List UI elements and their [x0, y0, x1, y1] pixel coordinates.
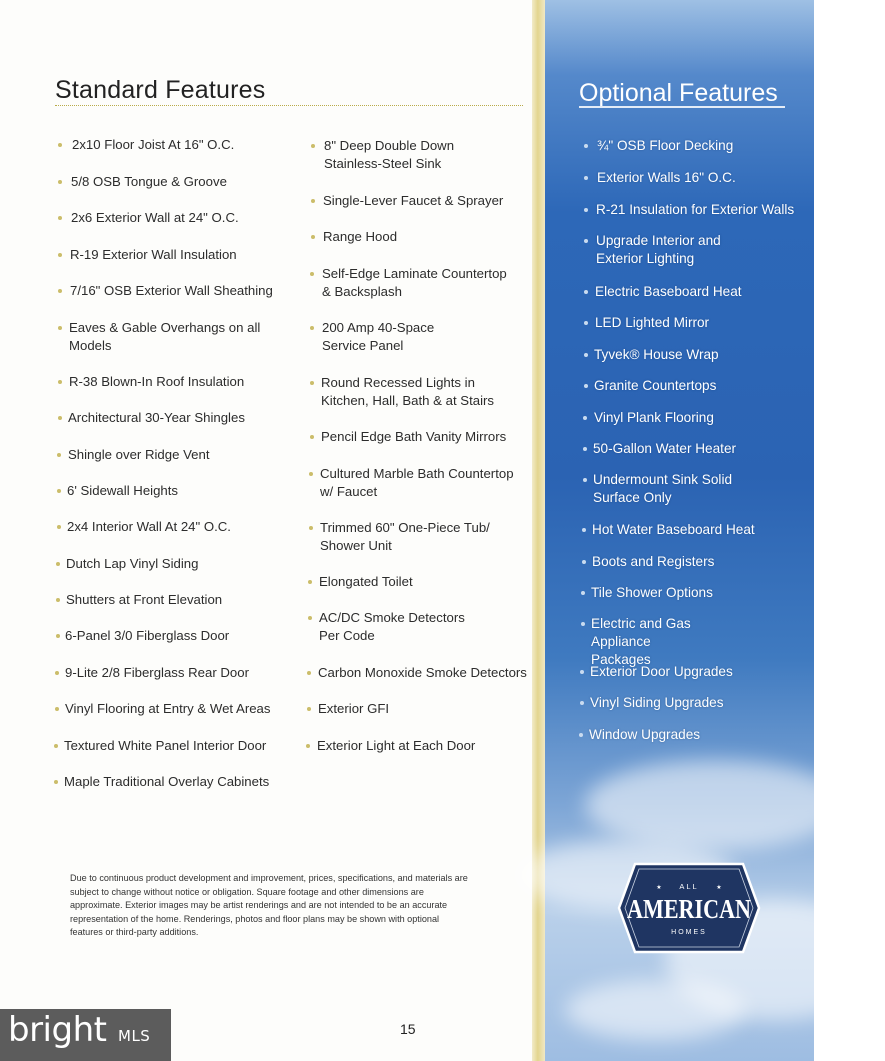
- list-item: Exterior GFI: [310, 700, 389, 718]
- bullet-icon: [579, 733, 583, 737]
- list-item: LED Lighted Mirror: [584, 314, 709, 332]
- bullet-icon: [310, 272, 314, 276]
- bullet-icon: [54, 744, 58, 748]
- bullet-icon: [308, 580, 312, 584]
- list-item: Exterior Walls 16" O.C.: [584, 169, 736, 187]
- list-item: Tyvek® House Wrap: [584, 346, 719, 364]
- bullet-icon: [584, 144, 588, 148]
- bullet-icon: [581, 622, 585, 626]
- list-item: Range Hood: [310, 228, 397, 246]
- list-item: Vinyl Siding Upgrades: [584, 694, 724, 712]
- bullet-icon: [58, 289, 62, 293]
- list-item: 6-Panel 3/0 Fiberglass Door: [58, 627, 229, 645]
- bullet-icon: [58, 326, 62, 330]
- list-item: Pencil Edge Bath Vanity Mirrors: [310, 428, 506, 446]
- bullet-icon: [584, 290, 588, 294]
- bullet-icon: [584, 176, 588, 180]
- list-item: 2x10 Floor Joist At 16" O.C.: [58, 136, 234, 154]
- list-item: 8" Deep Double Down Stainless-Steel Sink: [310, 137, 515, 173]
- list-item: Single-Lever Faucet & Sprayer: [310, 192, 503, 210]
- list-item: Round Recessed Lights in Kitchen, Hall, Bath & at Stairs: [310, 374, 515, 410]
- list-item: Boots and Registers: [584, 553, 714, 571]
- list-item: R-21 Insulation for Exterior Walls: [584, 201, 794, 219]
- list-item: Architectural 30-Year Shingles: [58, 409, 245, 427]
- bullet-icon: [57, 453, 61, 457]
- list-item: Shingle over Ridge Vent: [58, 446, 210, 464]
- list-item: Window Upgrades: [584, 726, 700, 744]
- page-number: 15: [400, 1021, 416, 1037]
- list-item: Elongated Toilet: [310, 573, 413, 591]
- list-item: ¾" OSB Floor Decking: [584, 137, 733, 155]
- list-item: R-38 Blown-In Roof Insulation: [58, 373, 244, 391]
- bullet-icon: [58, 143, 62, 147]
- list-item: Undermount Sink Solid Surface Only: [584, 471, 734, 507]
- bullet-icon: [311, 235, 315, 239]
- bullet-icon: [58, 253, 62, 257]
- bullet-icon: [581, 591, 585, 595]
- list-item: Tile Shower Options: [584, 584, 713, 602]
- bullet-icon: [583, 416, 587, 420]
- list-item: 2x6 Exterior Wall at 24" O.C.: [58, 209, 239, 227]
- bullet-icon: [56, 598, 60, 602]
- list-item: 7/16" OSB Exterior Wall Sheathing: [58, 282, 273, 300]
- list-item: AC/DC Smoke Detectors Per Code: [310, 609, 480, 645]
- bullet-icon: [584, 353, 588, 357]
- bullet-icon: [580, 701, 584, 705]
- bullet-icon: [583, 447, 587, 451]
- bullet-icon: [310, 326, 314, 330]
- standard-features-title: Standard Features: [55, 76, 266, 104]
- bullet-icon: [54, 780, 58, 784]
- bullet-icon: [55, 707, 59, 711]
- list-item: Eaves & Gable Overhangs on all Models: [58, 319, 263, 355]
- list-item: Carbon Monoxide Smoke Detectors: [310, 664, 530, 682]
- bullet-icon: [582, 560, 586, 564]
- bullet-icon: [311, 199, 315, 203]
- bullet-icon: [55, 671, 59, 675]
- list-item: Cultured Marble Bath Countertop w/ Faucet: [310, 465, 522, 501]
- star-icon: ★: [716, 885, 722, 891]
- list-item: Hot Water Baseboard Heat: [584, 521, 755, 539]
- watermark-brand: bright: [8, 1010, 107, 1050]
- star-icon: ★: [656, 885, 662, 891]
- bullet-icon: [310, 381, 314, 385]
- list-item: Exterior Light at Each Door: [310, 737, 475, 755]
- list-item: R-19 Exterior Wall Insulation: [58, 246, 237, 264]
- list-item: Upgrade Interior and Exterior Lighting: [584, 232, 734, 268]
- bullet-icon: [57, 525, 61, 529]
- bullet-icon: [584, 321, 588, 325]
- list-item: 6' Sidewall Heights: [58, 482, 178, 500]
- list-item: Maple Traditional Overlay Cabinets: [58, 773, 269, 791]
- bullet-icon: [306, 744, 310, 748]
- bullet-icon: [308, 616, 312, 620]
- bullet-icon: [311, 144, 315, 148]
- bullet-icon: [309, 526, 313, 530]
- bullet-icon: [309, 472, 313, 476]
- bullet-icon: [584, 239, 588, 243]
- logo-top-text: ALL: [679, 882, 699, 891]
- title-underline: [579, 106, 785, 108]
- list-item: Self-Edge Laminate Countertop & Backsplash: [310, 265, 510, 301]
- bullet-icon: [58, 416, 62, 420]
- list-item: Dutch Lap Vinyl Siding: [58, 555, 198, 573]
- bullet-icon: [56, 562, 60, 566]
- disclaimer-text: Due to continuous product development and improvement, prices, specifications, and materials are subject to change without notice or obligation. Square footage and other dimensions are approximate. Exterior images may be artist renderings and are not intended to be an accurate representation of the home. Renderings, photos and floor plans may be shown with optional features or third-party additions.: [70, 873, 468, 938]
- watermark-suffix: MLS: [118, 1027, 151, 1045]
- list-item: 200 Amp 40-Space Service Panel: [310, 319, 460, 355]
- list-item: Exterior Door Upgrades: [584, 663, 733, 681]
- title-underline: [55, 105, 523, 106]
- gold-divider-bar: [532, 0, 545, 1061]
- bullet-icon: [307, 707, 311, 711]
- bullet-icon: [307, 671, 311, 675]
- logo-bottom-text: HOMES: [671, 929, 707, 936]
- bullet-icon: [310, 435, 314, 439]
- list-item: Electric and Gas Appliance Packages: [584, 615, 714, 669]
- list-item: Shutters at Front Elevation: [58, 591, 222, 609]
- list-item: Textured White Panel Interior Door: [58, 737, 266, 755]
- logo-main-text: AMERICAN: [627, 894, 752, 924]
- list-item: Vinyl Flooring at Entry & Wet Areas: [58, 700, 270, 718]
- list-item: Trimmed 60" One-Piece Tub/ Shower Unit: [310, 519, 500, 555]
- list-item: Vinyl Plank Flooring: [584, 409, 714, 427]
- list-item: 50-Gallon Water Heater: [584, 440, 736, 458]
- optional-features-title: Optional Features: [579, 79, 778, 107]
- all-american-homes-logo: [617, 862, 761, 954]
- bullet-icon: [583, 478, 587, 482]
- list-item: Electric Baseboard Heat: [584, 283, 742, 301]
- bullet-icon: [582, 528, 586, 532]
- bullet-icon: [584, 384, 588, 388]
- bullet-icon: [584, 208, 588, 212]
- bullet-icon: [58, 180, 62, 184]
- bullet-icon: [580, 670, 584, 674]
- list-item: 2x4 Interior Wall At 24" O.C.: [58, 518, 231, 536]
- bullet-icon: [58, 216, 62, 220]
- list-item: 5/8 OSB Tongue & Groove: [58, 173, 227, 191]
- bullet-icon: [58, 380, 62, 384]
- bullet-icon: [56, 634, 60, 638]
- list-item: Granite Countertops: [584, 377, 716, 395]
- list-item: 9-Lite 2/8 Fiberglass Rear Door: [58, 664, 249, 682]
- bullet-icon: [57, 489, 61, 493]
